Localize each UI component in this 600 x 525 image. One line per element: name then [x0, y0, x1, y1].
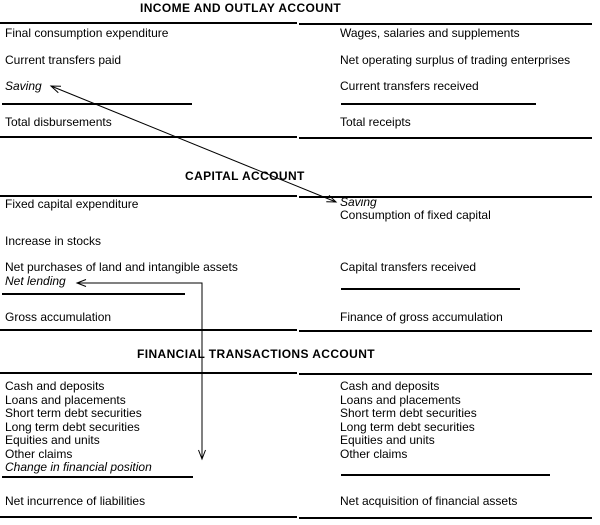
income-left-item-final-consumption-expenditure: Final consumption expenditure [5, 26, 169, 40]
income-bottom-rule-left [0, 136, 297, 138]
financial-right-item-loans-and-placements: Loans and placements [340, 393, 461, 407]
financial-top-rule-left [0, 372, 297, 374]
capital-right-carried-item-saving: Saving [340, 195, 377, 209]
capital-bottom-rule-left [0, 329, 297, 331]
income-account-title: INCOME AND OUTLAY ACCOUNT [140, 1, 342, 15]
capital-left-item-net-purchases-land-intangible-assets: Net purchases of land and intangible assets [5, 260, 238, 274]
income-bottom-rule-right [299, 137, 592, 139]
financial-right-subtotal-underline [341, 474, 550, 476]
financial-left-balancing-item-change-in-financial-position: Change in financial position [5, 460, 152, 474]
income-top-rule-left [0, 22, 297, 24]
financial-right-total-net-acquisition-of-financial-assets: Net acquisition of financial assets [340, 494, 518, 508]
capital-right-subtotal-underline [341, 288, 520, 290]
income-left-balancing-item-saving: Saving [5, 79, 42, 93]
income-left-total-disbursements: Total disbursements [5, 115, 112, 129]
capital-left-item-fixed-capital-expenditure: Fixed capital expenditure [5, 197, 139, 211]
financial-left-item-long-term-debt-securities: Long term debt securities [5, 420, 140, 434]
income-right-total-receipts: Total receipts [340, 115, 411, 129]
financial-right-item-short-term-debt-securities: Short term debt securities [340, 406, 477, 420]
financial-account-title: FINANCIAL TRANSACTIONS ACCOUNT [137, 347, 375, 361]
financial-left-total-net-incurrence-of-liabilities: Net incurrence of liabilities [5, 494, 146, 508]
financial-bottom-rule-right [299, 517, 592, 519]
capital-account-title: CAPITAL ACCOUNT [185, 169, 305, 183]
income-top-rule-right [299, 23, 592, 25]
financial-right-item-long-term-debt-securities: Long term debt securities [340, 420, 475, 434]
income-right-item-wages-salaries-supplements: Wages, salaries and supplements [340, 26, 520, 40]
financial-left-item-loans-and-placements: Loans and placements [5, 393, 126, 407]
capital-right-total-finance-of-gross-accumulation: Finance of gross accumulation [340, 310, 503, 324]
capital-left-subtotal-underline [2, 293, 185, 295]
capital-right-item-capital-transfers-received: Capital transfers received [340, 260, 477, 274]
income-left-subtotal-underline [2, 103, 192, 105]
income-right-item-net-operating-surplus: Net operating surplus of trading enterprises [340, 53, 571, 67]
capital-left-item-increase-in-stocks: Increase in stocks [5, 234, 102, 248]
income-right-item-current-transfers-received: Current transfers received [340, 79, 479, 93]
capital-right-item-consumption-of-fixed-capital: Consumption of fixed capital [340, 208, 491, 222]
capital-left-balancing-item-net-lending: Net lending [5, 274, 66, 288]
financial-left-item-other-claims: Other claims [5, 447, 73, 461]
financial-left-item-short-term-debt-securities: Short term debt securities [5, 406, 142, 420]
financial-left-item-equities-and-units: Equities and units [5, 433, 100, 447]
financial-left-item-cash-and-deposits: Cash and deposits [5, 379, 105, 393]
income-right-subtotal-underline [341, 103, 536, 105]
financial-left-subtotal-underline [2, 476, 193, 478]
capital-bottom-rule-right [299, 330, 592, 332]
financial-right-item-other-claims: Other claims [340, 447, 408, 461]
financial-right-item-equities-and-units: Equities and units [340, 433, 435, 447]
financial-bottom-rule-left [0, 516, 297, 518]
financial-right-item-cash-and-deposits: Cash and deposits [340, 379, 440, 393]
capital-left-total-gross-accumulation: Gross accumulation [5, 310, 112, 324]
financial-top-rule-right [299, 373, 592, 375]
income-left-item-current-transfers-paid: Current transfers paid [5, 53, 122, 67]
